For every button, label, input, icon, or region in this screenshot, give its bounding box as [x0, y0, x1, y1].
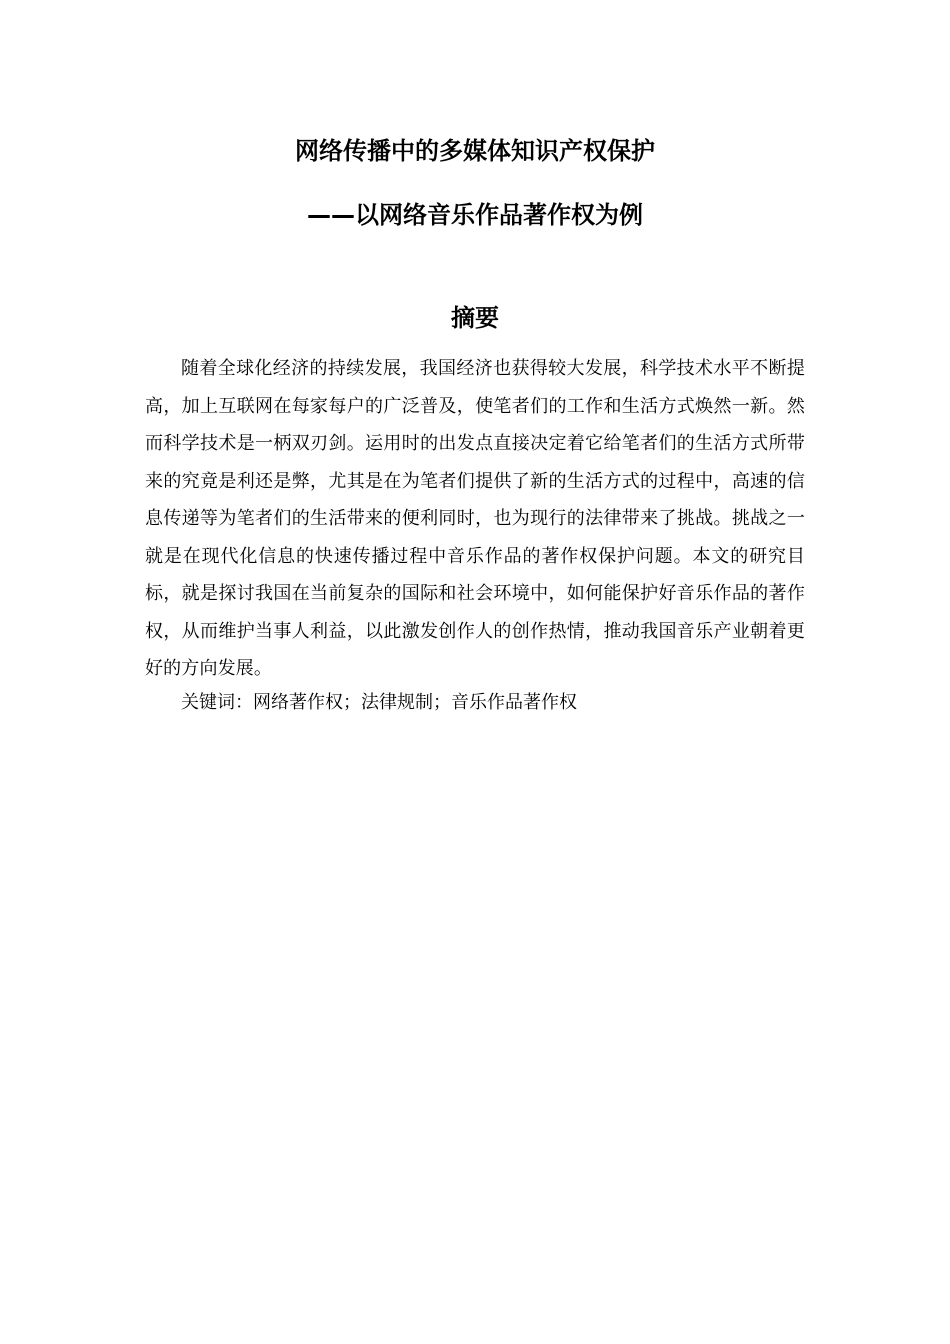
keywords-line: 关键词：网络著作权；法律规制；音乐作品著作权 — [181, 692, 577, 713]
document-subtitle: ——以网络音乐作品著作权为例 — [307, 201, 643, 229]
document-title: 网络传播中的多媒体知识产权保护 — [295, 137, 655, 165]
abstract-heading: 摘要 — [451, 304, 499, 332]
abstract-body: 随着全球化经济的持续发展，我国经济也获得较大发展，科学技术水平不断提高，加上互联网在每家每户的广泛普及，使笔者们的工作和生活方式焕然一新。然而科学技术是一柄双刃剑。运用时的出发点直接决定着它给笔者们的生活方式所带来的究竟是利还是弊，尤其是在为笔者们提供了新的生活方式的过程中，高速的信息传递等为笔者们的生活带来的便利同时，也为现行的法律带来了挑战。挑战之一就是在现代化信息的快速传播过程中音乐作品的著作权保护问题。本文的研究目标，就是探讨我国在当前复杂的国际和社会环境中，如何能保护好音乐作品的著作权，从而维护当事人利益，以此激发创作人的创作热情，推动我国音乐产业朝着更好的方向发展。 — [145, 358, 805, 679]
